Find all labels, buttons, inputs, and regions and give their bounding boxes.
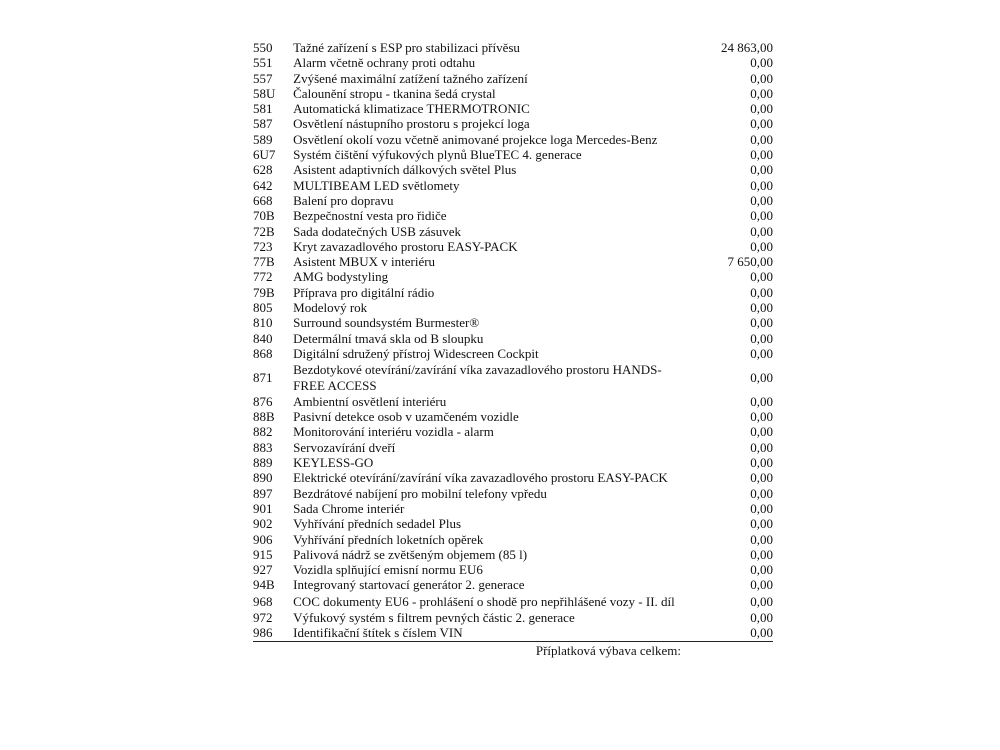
option-code: 868 (253, 345, 273, 361)
option-code: 79B (253, 284, 275, 300)
option-price: 0,00 (750, 131, 773, 147)
option-description: Pasivní detekce osob v uzamčeném vozidle (293, 409, 519, 425)
option-price: 0,00 (750, 485, 773, 501)
option-row (253, 86, 773, 101)
option-code: 986 (253, 625, 293, 641)
option-description: Výfukový systém s filtrem pevných částic 2. generace (293, 609, 575, 625)
option-price: 7 650,00 (727, 254, 773, 270)
option-list-document (253, 40, 773, 659)
option-price: 0,00 (750, 223, 773, 239)
option-price: 0,00 (750, 516, 773, 532)
option-code: 772 (253, 269, 273, 285)
option-price: 0,00 (750, 546, 773, 562)
option-row (253, 501, 773, 516)
option-code: 915 (253, 546, 273, 562)
option-code: 902 (253, 516, 273, 532)
option-price: 0,00 (750, 162, 773, 178)
option-description: Osvětlení nástupního prostoru s projekcí loga (293, 116, 530, 132)
option-price: 0,00 (750, 70, 773, 86)
option-price: 0,00 (750, 330, 773, 346)
option-code: 890 (253, 470, 273, 486)
option-price: 0,00 (750, 470, 773, 486)
option-price: 0,00 (750, 315, 773, 331)
option-description: MULTIBEAM LED světlomety (293, 177, 460, 193)
option-description: COC dokumenty EU6 - prohlášení o shodě pro nepřihlášené vozy - II. díl (293, 593, 675, 609)
options-table (253, 40, 773, 642)
option-description: Integrovaný startovací generátor 2. generace (293, 577, 525, 593)
option-row (253, 547, 773, 562)
option-price: 0,00 (750, 101, 773, 117)
option-price: 0,00 (750, 238, 773, 254)
option-code: 889 (253, 455, 273, 471)
option-code: 871 (253, 369, 273, 385)
option-row (253, 409, 773, 424)
option-code: 906 (253, 531, 273, 547)
option-row (253, 346, 773, 361)
option-description: Tažné zařízení s ESP pro stabilizaci přívěsu (293, 40, 520, 55)
option-row (253, 516, 773, 531)
option-row (253, 486, 773, 501)
option-row (253, 424, 773, 439)
option-code: 876 (253, 393, 273, 409)
option-description: Balení pro dopravu (293, 192, 394, 208)
option-row (253, 71, 773, 86)
option-price: 0,00 (750, 284, 773, 300)
option-description: KEYLESS-GO (293, 455, 374, 471)
option-code: 88B (253, 409, 275, 425)
option-row (253, 224, 773, 239)
option-row (253, 147, 773, 162)
option-row (253, 562, 773, 577)
option-description: Příprava pro digitální rádio (293, 284, 435, 300)
option-row (253, 239, 773, 254)
option-description: Ambientní osvětlení interiéru (293, 393, 447, 409)
option-row (253, 116, 773, 131)
option-row (253, 394, 773, 409)
option-description: Modelový rok (293, 300, 368, 316)
option-code: 77B (253, 254, 275, 270)
option-row (253, 577, 773, 592)
option-description: AMG bodystyling (293, 269, 389, 285)
option-description: Asistent adaptivních dálkových světel Plus (293, 162, 517, 178)
option-price: 0,00 (750, 116, 773, 132)
option-code: 94B (253, 577, 275, 593)
option-description: Surround soundsystém Burmester® (293, 315, 480, 331)
option-code: 587 (253, 116, 273, 132)
option-row (253, 40, 773, 55)
option-description: Systém čištění výfukových plynů BlueTEC 4. generace (293, 147, 582, 163)
option-row (253, 625, 773, 641)
option-code: 551 (253, 55, 273, 71)
option-price: 0,00 (750, 208, 773, 224)
option-row (253, 132, 773, 147)
option-code: 882 (253, 424, 273, 440)
option-code: 668 (253, 192, 273, 208)
option-row (253, 470, 773, 485)
option-code: 901 (253, 500, 273, 516)
option-description: Alarm včetně ochrany proti odtahu (293, 55, 476, 71)
option-code: 805 (253, 300, 273, 316)
option-code: 642 (253, 177, 273, 193)
option-price: 0,00 (750, 439, 773, 455)
option-description: Servozavírání dveří (293, 439, 396, 455)
option-description: Osvětlení okolí vozu včetně animované projekce loga Mercedes-Benz (293, 131, 658, 147)
option-row (253, 193, 773, 208)
option-row (253, 610, 773, 625)
option-row (253, 55, 773, 70)
option-code: 968 (253, 593, 273, 609)
option-description: Monitorování interiéru vozidla - alarm (293, 424, 494, 440)
option-row (253, 593, 773, 610)
options-table-body (253, 40, 773, 641)
option-row (253, 254, 773, 269)
total-label: Příplatková výbava celkem: (535, 642, 681, 658)
option-code: 628 (253, 162, 273, 178)
option-row (253, 208, 773, 223)
option-description: Digitální sdružený přístroj Widescreen Cockpit (293, 345, 539, 361)
option-description: Vozidla splňující emisní normu EU6 (293, 562, 483, 578)
option-row (253, 285, 773, 300)
option-description: Sada Chrome interiér (293, 500, 405, 516)
option-row (253, 532, 773, 547)
option-price: 0,00 (750, 409, 773, 425)
option-price: 0,00 (687, 625, 773, 641)
option-description: Kryt zavazadlového prostoru EASY-PACK (293, 238, 518, 254)
option-code: 810 (253, 315, 273, 331)
option-price: 0,00 (750, 55, 773, 71)
option-description: Sada dodatečných USB zásuvek (293, 223, 462, 239)
option-price: 0,00 (750, 393, 773, 409)
option-description: Bezpečnostní vesta pro řidiče (293, 208, 447, 224)
option-description: Vyhřívání předních loketních opěrek (293, 531, 484, 547)
option-code: 972 (253, 609, 273, 625)
option-price: 0,00 (750, 562, 773, 578)
option-price: 0,00 (750, 455, 773, 471)
option-code: 6U7 (253, 147, 276, 163)
option-price: 0,00 (750, 531, 773, 547)
option-row (253, 178, 773, 193)
option-code: 58U (253, 85, 276, 101)
option-row (253, 162, 773, 177)
option-row (253, 361, 773, 394)
option-description: Bezdrátové nabíjení pro mobilní telefony vpředu (293, 485, 547, 501)
option-code: 72B (253, 223, 275, 239)
option-row (253, 269, 773, 284)
option-code: 840 (253, 330, 273, 346)
option-price: 0,00 (750, 593, 773, 609)
option-row (253, 455, 773, 470)
option-row (253, 101, 773, 116)
option-description: Identifikační štítek s číslem VIN (293, 625, 687, 641)
option-code: 550 (253, 40, 273, 55)
option-code: 927 (253, 562, 273, 578)
option-description: Čalounění stropu - tkanina šedá crystal (293, 85, 496, 101)
option-price: 0,00 (750, 177, 773, 193)
option-description: Elektrické otevírání/zavírání víka zavazadlového prostoru EASY-PACK (293, 470, 668, 486)
option-price: 24 863,00 (721, 40, 773, 55)
option-price: 0,00 (750, 424, 773, 440)
option-price: 0,00 (750, 577, 773, 593)
option-code: 897 (253, 485, 273, 501)
option-row (253, 440, 773, 455)
option-description: Automatická klimatizace THERMOTRONIC (293, 101, 530, 117)
option-price: 0,00 (750, 269, 773, 285)
option-description: Palivová nádrž se zvětšeným objemem (85 l) (293, 546, 528, 562)
option-code: 589 (253, 131, 273, 147)
option-description: Bezdotykové otevírání/zavírání víka zavazadlového prostoru HANDS-FREE ACCESS (293, 362, 662, 393)
option-row (253, 300, 773, 315)
option-row (253, 331, 773, 346)
option-price: 0,00 (750, 192, 773, 208)
option-description: Asistent MBUX v interiéru (293, 254, 436, 270)
option-description: Determální tmavá skla od B sloupku (293, 330, 484, 346)
total-row (253, 643, 773, 659)
option-price: 0,00 (750, 147, 773, 163)
option-code: 557 (253, 70, 273, 86)
option-price: 0,00 (750, 345, 773, 361)
option-code: 581 (253, 101, 273, 117)
option-description: Vyhřívání předních sedadel Plus (293, 516, 462, 532)
option-price: 0,00 (750, 85, 773, 101)
option-price: 0,00 (750, 300, 773, 316)
option-description: Zvýšené maximální zatížení tažného zařízení (293, 70, 528, 86)
option-price: 0,00 (750, 500, 773, 516)
option-price: 0,00 (750, 609, 773, 625)
option-code: 723 (253, 238, 273, 254)
option-price: 0,00 (750, 369, 773, 385)
option-code: 883 (253, 439, 273, 455)
option-code: 70B (253, 208, 275, 224)
option-row (253, 315, 773, 330)
